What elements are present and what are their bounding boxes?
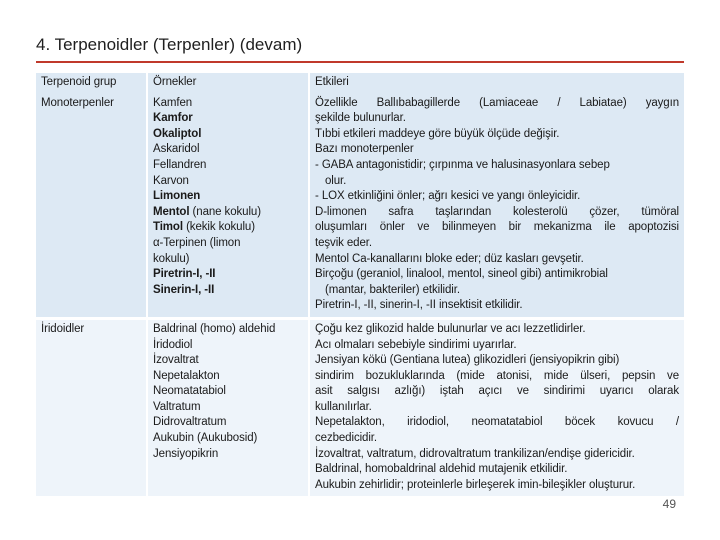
effect-line: Bazı monoterpenler xyxy=(315,143,414,156)
example-item xyxy=(153,174,303,190)
example-item xyxy=(153,142,303,158)
effect-line: Acı olmaları sebebiyle sindirimi uyarırlar. xyxy=(315,338,517,351)
example-note: (kekik kokulu) xyxy=(182,221,255,234)
example-name: İzovaltrat xyxy=(153,354,199,367)
example-name: İridodiol xyxy=(153,338,193,351)
example-item xyxy=(153,369,303,385)
example-item xyxy=(153,220,303,236)
example-name: Neomatatabiol xyxy=(153,385,226,398)
example-name: Okaliptol xyxy=(153,127,202,140)
effect-line: Jensiyan kökü (Gentiana lutea) glikozidleri (jensiyopikrin gibi) xyxy=(315,354,620,367)
header-group: Terpenoid grup xyxy=(36,73,146,94)
terpenoid-table xyxy=(36,73,684,496)
effect-line: İzovaltrat, valtratum, didrovaltratum trankilizan/endişe gidericidir. xyxy=(315,447,635,460)
effect-line: - GABA antagonistidir; çırpınma ve halusinasyonlara sebep xyxy=(315,158,610,171)
example-item xyxy=(153,96,303,112)
header-effects: Etkileri xyxy=(308,73,684,94)
example-item xyxy=(153,205,303,221)
example-item xyxy=(153,127,303,143)
page-number: 49 xyxy=(662,497,676,511)
example-name: Piretrin-I, -II xyxy=(153,268,216,281)
effect-line: oluşumları önler ve bilinmeyen bir mekanizma ile apoptozisi xyxy=(315,221,679,234)
effect-line: olur. xyxy=(325,174,347,187)
example-item xyxy=(153,447,303,463)
example-item xyxy=(153,338,303,354)
effects-cell xyxy=(308,317,684,497)
example-note: (nane kokulu) xyxy=(189,205,261,218)
effects-cell xyxy=(308,94,684,317)
example-item xyxy=(153,384,303,400)
effect-line: şekilde bulunurlar. xyxy=(315,112,406,125)
example-item xyxy=(153,236,303,252)
examples-cell xyxy=(146,94,308,317)
example-item xyxy=(153,353,303,369)
effect-line: Nepetalakton, iridodiol, neomatatabiol böcek kovucu / xyxy=(315,416,679,429)
table-row xyxy=(36,317,684,497)
example-item xyxy=(153,158,303,174)
effect-line: Özellikle Ballıbabagillerde (Lamiaceae / Labiatae) yaygın xyxy=(315,96,679,109)
example-name: Kamfen xyxy=(153,96,193,109)
example-name: Valtratum xyxy=(153,400,201,413)
effect-line: Baldrinal, homobaldrinal aldehid mutajenik etkilidir. xyxy=(315,463,568,476)
example-item xyxy=(153,111,303,127)
example-name: Timol xyxy=(153,221,183,234)
example-name: Baldrinal (homo) aldehid xyxy=(153,322,276,335)
example-name: Karvon xyxy=(153,174,189,187)
group-cell: İridoidler xyxy=(36,317,146,497)
example-name: Nepetalakton xyxy=(153,369,220,382)
example-name: Fellandren xyxy=(153,158,207,171)
example-name: Sinerin-I, -II xyxy=(153,283,215,296)
effect-line: Mentol Ca-kanallarını bloke eder; düz kasları gevşetir. xyxy=(315,252,584,265)
effect-line: Tıbbi etkileri maddeye göre büyük ölçüde değişir. xyxy=(315,127,560,140)
example-name: Askaridol xyxy=(153,143,200,156)
effect-line: Aukubin zehirlidir; proteinlerle birleşerek imin-bileşikler oluşturur. xyxy=(315,478,636,491)
effect-line: asit salgısı azlığı) iştah açıcı ve sindirimi uyarıcı olarak xyxy=(315,385,679,398)
effect-line: Piretrin-I, -II, sinerin-I, -II insektisit etkilidir. xyxy=(315,299,523,312)
effect-line: - LOX etkinliğini önler; ağrı kesici ve yangı önleyicidir. xyxy=(315,190,581,203)
example-name: Mentol xyxy=(153,205,190,218)
effect-line: sindirim bozukluklarında (mide atonisi, mide ülseri, pepsin ve xyxy=(315,369,679,382)
examples-cell xyxy=(146,317,308,497)
example-item xyxy=(153,283,303,299)
example-item xyxy=(153,189,303,205)
effect-line: kullanılırlar. xyxy=(315,400,372,413)
example-name: Limonen xyxy=(153,190,201,203)
example-item xyxy=(153,431,303,447)
example-item xyxy=(153,400,303,416)
example-name: Didrovaltratum xyxy=(153,416,227,429)
example-name: kokulu) xyxy=(153,252,190,265)
example-name: Jensiyopikrin xyxy=(153,447,219,460)
effect-line: Birçoğu (geraniol, linalool, mentol, sineol gibi) antimikrobial xyxy=(315,268,608,281)
effect-line: cezbedicidir. xyxy=(315,432,377,445)
example-name: α-Terpinen (limon xyxy=(153,236,241,249)
example-name: Kamfor xyxy=(153,112,193,125)
effect-line: D-limonen safra taşlarından kolesterolü çözer, tümöral xyxy=(315,205,679,218)
effect-line: Çoğu kez glikozid halde bulunurlar ve acı lezzetlidirler. xyxy=(315,322,586,335)
title-underline xyxy=(36,61,684,63)
example-name: Aukubin (Aukubosid) xyxy=(153,432,258,445)
effect-line: teşvik eder. xyxy=(315,236,372,249)
example-item xyxy=(153,267,303,283)
slide-title: 4. Terpenoidler (Terpenler) (devam) xyxy=(36,35,303,54)
example-item xyxy=(153,415,303,431)
table-header-row xyxy=(36,73,684,94)
table-row xyxy=(36,94,684,317)
example-item xyxy=(153,252,303,268)
effect-line: (mantar, bakteriler) etkilidir. xyxy=(325,283,460,296)
group-cell: Monoterpenler xyxy=(36,94,146,317)
example-item xyxy=(153,322,303,338)
header-examples: Örnekler xyxy=(146,73,308,94)
